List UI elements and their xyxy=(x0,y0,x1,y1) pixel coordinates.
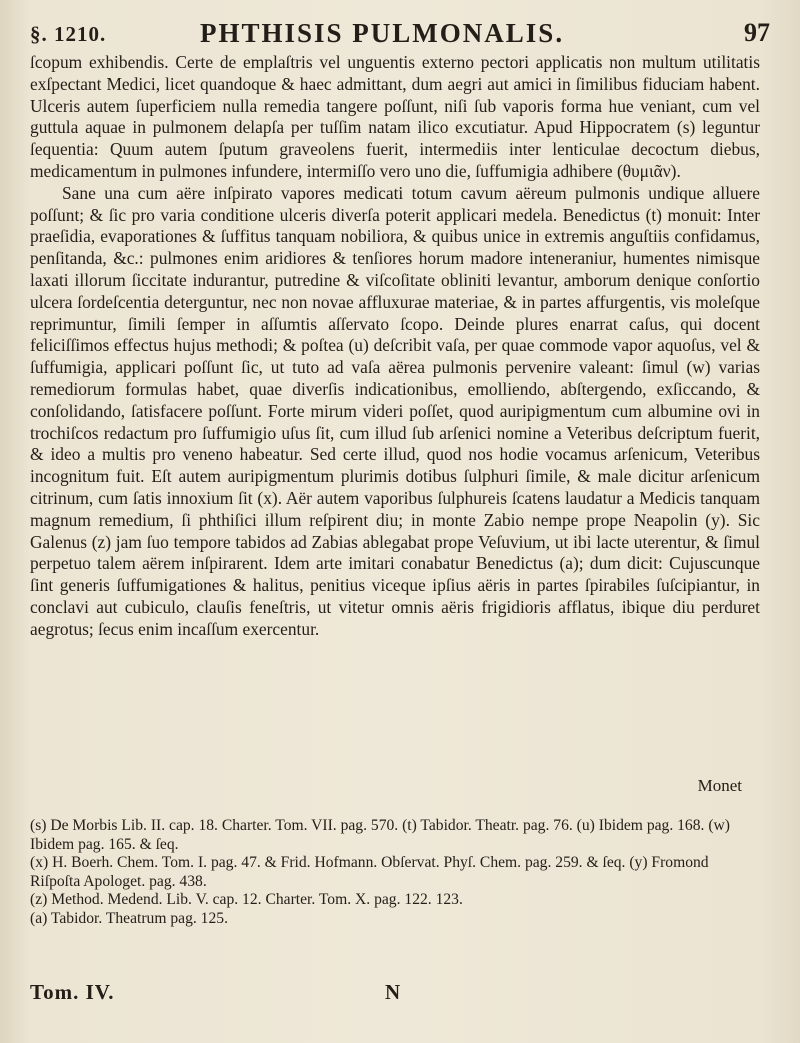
footnote: (s) De Morbis Lib. II. cap. 18. Charter. Tom. VII. pag. 570. (t) Tabidor. Theatr. pag. 76. (u) Ibidem pag. 168. (w) Ibidem pag. 165. & ſeq. xyxy=(30,817,730,853)
volume-signature: Tom. IV. xyxy=(30,980,115,1004)
paragraph: Sane una cum aëre inſpirato vapores medicati totum cavum aëreum pulmonis undique alluere poſſunt; & ſic pro varia conditione ulceris diverſa poterit applicari medela. Benedictus (t) monuit: Inter praeſidia, evaporationes & ſuffitus tanquam nobiliora, & quibus unice in extremis anguſtiis confidamus, penſitanda, &c.: pulmones enim aridiores & tenſiores horum madore inteneraniur, humentes nimisque laxati illorum ſiccitate indurantur, putredine & viſcoſitate obliniti levantur, amborum denique conſortio ulcera ſordeſcentia deterguntur, nec non novae affluxurae materiae, & in partes affurgentis, vis moleſque reprimuntur, ſimili ſemper in aſſumtis aſſervato ſcopo. Deinde plures enarrat caſus, qui docent feliciſſimos effectus hujus methodi; & poſtea (u) deſcribit vaſa, per quae commode vapor aquoſus, vel & ſuffumigia, applicari poſſunt ſic, ut tuto ad vaſa aërea pulmonis pervenire valeant: ſimul (w) varias remediorum formulas habet, quae diverſis indicationibus, emolliendo, abſtergendo, exſiccando, & conſolidando, ſatisfacere poſſunt. Forte mirum videri poſſet, quod auripigmentum cum albumine ovi in trochiſcos redactum pro ſuffumigio uſus ſit, cum illud ſub arſenici nomine a Veteribus deſcriptum fuerit, & ideo a multis pro veneno habeatur. Sed certe illud, quod nos hodie vocamus arſenicum, Veteribus incognitum fuit. Eſt autem auripigmentum plurimis dotibus ſulphuri ſimile, & male dicitur arſenicum citrinum, cum ſatis innoxium ſit (x). Aër autem vaporibus ſulphureis ſcatens laudatur a Medicis tanquam magnum remedium, ſi phthiſici illum reſpirent diu; in monte Zabio nempe prope Neapolin (y). Sic Galenus (z) jam ſuo tempore tabidos ad Zabias ablegabat prope Veſuvium, ut ibi lacte uterentur, & ſimul perpetuo talem aërem inſpirarent. Idem arte imitari conabatur Benedictus (a); dum dicit: Cujuscunque ſint generis ſuffumigationes & halitus, penitius viceque ipſius aëris in partes ſpirabiles ſuſcipiantur, in conclavi aut cubiculo, clauſis feneſtris, ut vitetur omnis aëris frigidioris afflatus, ibique diu perduret aegrotus; ſecus enim incaſſum exercentur. xyxy=(30,182,760,639)
footnote: (x) H. Boerh. Chem. Tom. I. pag. 47. & Frid. Hofmann. Obſervat. Phyſ. Chem. pag. 259. & ſeq. (y) Fromond Riſpoſta Apologet. pag. 438. xyxy=(30,854,709,890)
footnote: (a) Tabidor. Theatrum pag. 125. xyxy=(30,909,228,927)
section-number: §. 1210. xyxy=(30,22,107,46)
running-header xyxy=(30,14,770,54)
footnotes xyxy=(30,817,760,929)
running-title: PHTHISIS PULMONALIS. xyxy=(200,18,565,48)
signature-line xyxy=(30,980,760,1004)
signature-mark: N xyxy=(385,980,401,1004)
catchword: Monet xyxy=(697,776,742,795)
page-number: 97 xyxy=(744,18,770,47)
footnote: (z) Method. Medend. Lib. V. cap. 12. Charter. Tom. X. pag. 122. 123. xyxy=(30,891,463,909)
paragraph: ſcopum exhibendis. Certe de emplaſtris vel unguentis externo pectori applicatis non multum utilitatis exſpectant Medici, licet quandoque & haec admittant, dum aegri aut amici in ſimilibus fiduciam habent. Ulceris autem ſuperficiem nulla remedia tangere poſſunt, niſi ſub vaporis forma hue veniant, cum vel guttula aquae in pulmonem delapſa per tuſſim natam ilico excutiatur. Apud Hippocratem (s) leguntur ſequentia: Quum autem ſputum graveolens fuerit, intermediis inter lenticulae decoctum diebus, medicamentum in pulmones infundere, intermiſſo vero uno die, ſuffumigia adhibere (θυμιᾶν). xyxy=(30,52,760,181)
main-text xyxy=(30,52,760,641)
